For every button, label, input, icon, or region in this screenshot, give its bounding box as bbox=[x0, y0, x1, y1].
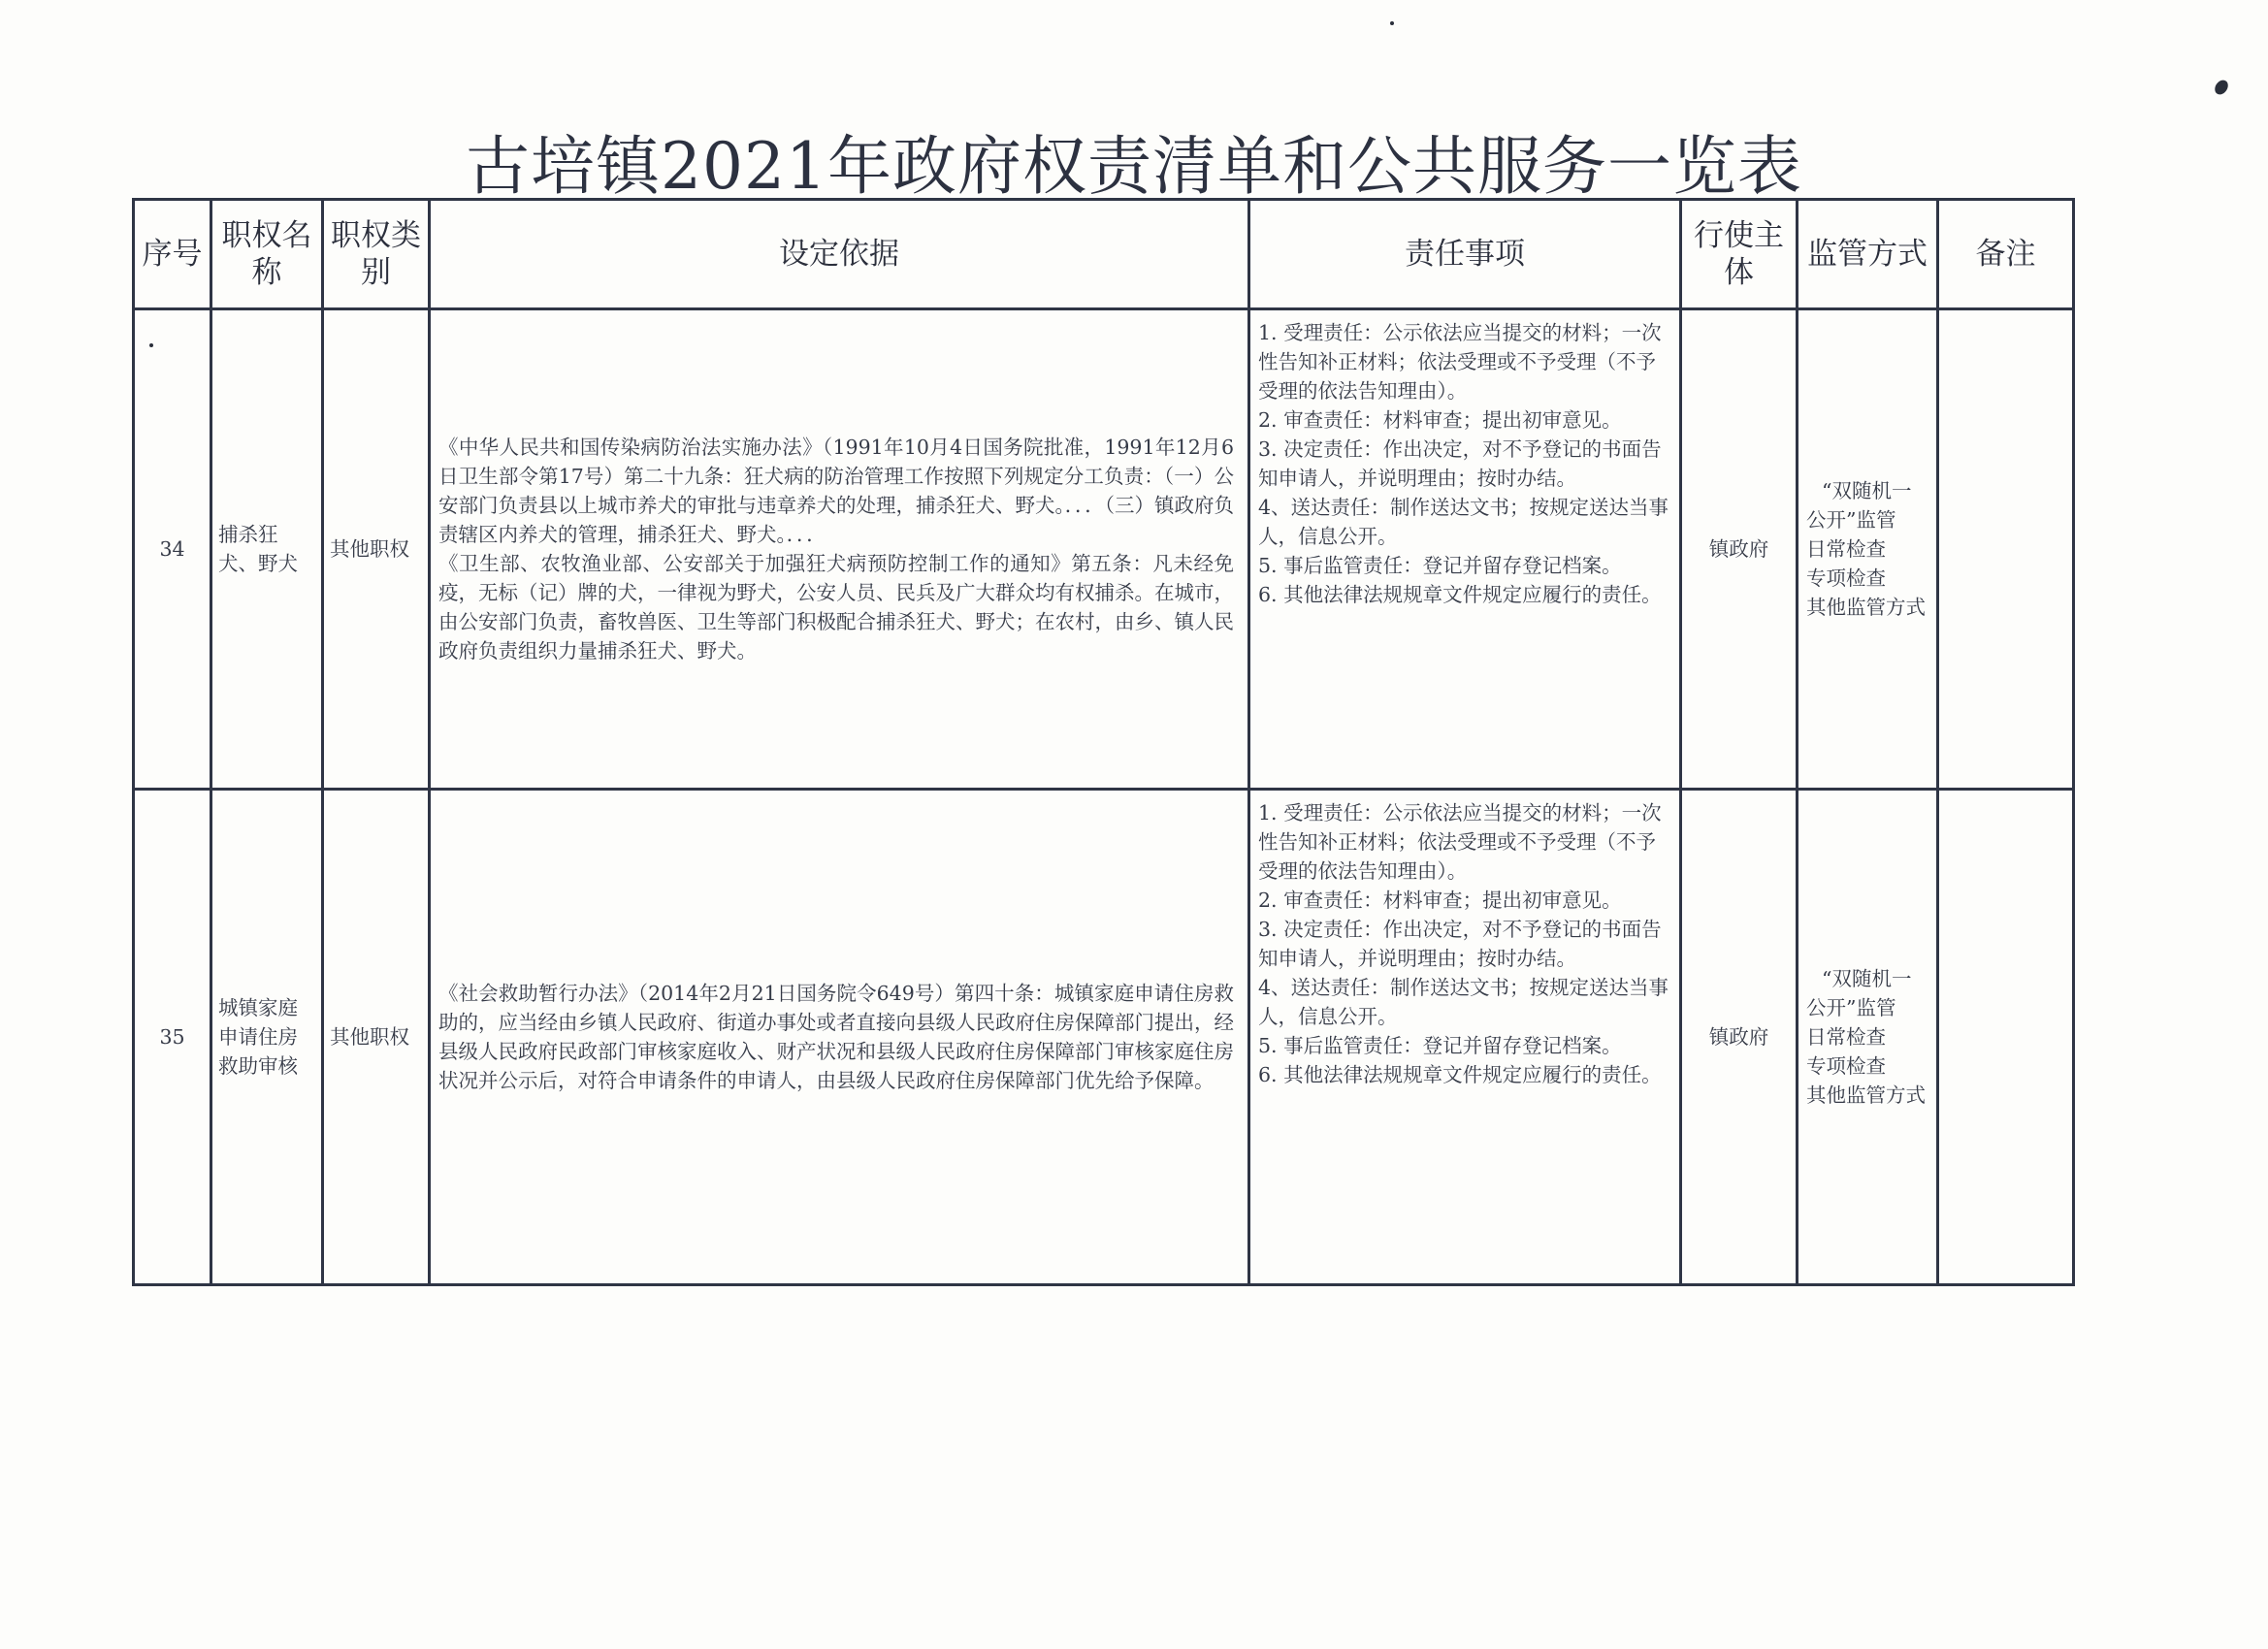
scan-speck bbox=[149, 343, 153, 347]
row-basis bbox=[430, 309, 1249, 790]
row-name: 城镇家庭申请住房救助审核 bbox=[211, 790, 323, 1285]
row-subject: 镇政府 bbox=[1681, 309, 1798, 790]
supervision-item: 日常检查 bbox=[1806, 537, 1886, 561]
header-row bbox=[134, 200, 2074, 309]
header-duty: 责任事项 bbox=[1249, 200, 1681, 309]
row-seq: 35 bbox=[134, 790, 211, 1285]
scan-speck bbox=[2212, 78, 2230, 97]
supervision-item: 日常检查 bbox=[1806, 1025, 1886, 1049]
duty-item: 3. 决定责任：作出决定，对不予登记的书面告知申请人，并说明理由；按时办结。 bbox=[1258, 437, 1662, 490]
row-seq: 34 bbox=[134, 309, 211, 790]
duty-item: 1. 受理责任：公示依法应当提交的材料；一次性告知补正材料；依法受理或不予受理（不予受理的依法告知理由）。 bbox=[1258, 801, 1662, 883]
scan-speck bbox=[1390, 21, 1394, 25]
duty-item: 2. 审查责任：材料审查；提出初审意见。 bbox=[1258, 408, 1622, 432]
row-basis bbox=[430, 790, 1249, 1285]
duty-item: 4、送达责任：制作送达文书；按规定送达当事人，信息公开。 bbox=[1258, 496, 1669, 548]
row-name: 捕杀狂犬、野犬 bbox=[211, 309, 323, 790]
supervision-item: “双随机一公开”监管 bbox=[1806, 479, 1912, 532]
basis-paragraph: 《中华人民共和国传染病防治法实施办法》（1991年10月4日国务院批准，1991年12月6日卫生部令第17号）第二十九条：狂犬病的防治管理工作按照下列规定分工负责：（一）公安部门负责县以上城市养犬的审批与违章养犬的处理，捕杀狂犬、野犬。．．．（三）镇政府负责辖区内养犬的管理，捕杀狂犬、野犬。．．． bbox=[438, 436, 1234, 546]
row-type: 其他职权 bbox=[323, 790, 430, 1285]
basis-paragraph: 《卫生部、农牧渔业部、公安部关于加强狂犬病预防控制工作的通知》第五条：凡未经免疫，无标（记）牌的犬，一律视为野犬，公安人员、民兵及广大群众均有权捕杀。在城市，由公安部门负责，畜牧兽医、卫生等部门积极配合捕杀狂犬、野犬；在农村，由乡、镇人民政府负责组织力量捕杀狂犬、野犬。 bbox=[438, 552, 1234, 663]
header-seq: 序号 bbox=[134, 200, 211, 309]
row-remark bbox=[1938, 309, 2074, 790]
row-supervision bbox=[1798, 790, 1938, 1285]
supervision-item: 其他监管方式 bbox=[1806, 1083, 1926, 1107]
table-row bbox=[134, 309, 2074, 790]
row-type: 其他职权 bbox=[323, 309, 430, 790]
header-supervision: 监管方式 bbox=[1798, 200, 1938, 309]
supervision-item: 专项检查 bbox=[1806, 566, 1886, 590]
table-row bbox=[134, 790, 2074, 1285]
header-name: 职权名称 bbox=[211, 200, 323, 309]
supervision-item: 专项检查 bbox=[1806, 1054, 1886, 1078]
duty-item: 1. 受理责任：公示依法应当提交的材料；一次性告知补正材料；依法受理或不予受理（不予受理的依法告知理由）。 bbox=[1258, 321, 1662, 403]
duty-item: 3. 决定责任：作出决定，对不予登记的书面告知申请人，并说明理由；按时办结。 bbox=[1258, 918, 1662, 970]
responsibility-table bbox=[132, 198, 2075, 1286]
supervision-item: “双随机一公开”监管 bbox=[1806, 967, 1912, 1019]
duty-item: 5. 事后监管责任：登记并留存登记档案。 bbox=[1258, 554, 1622, 577]
supervision-item: 其他监管方式 bbox=[1806, 596, 1926, 619]
header-type: 职权类别 bbox=[323, 200, 430, 309]
duty-item: 6. 其他法律法规规章文件规定应履行的责任。 bbox=[1258, 583, 1662, 606]
row-remark bbox=[1938, 790, 2074, 1285]
row-subject: 镇政府 bbox=[1681, 790, 1798, 1285]
row-duties bbox=[1249, 790, 1681, 1285]
row-duties bbox=[1249, 309, 1681, 790]
document-title: 古培镇2021年政府权责清单和公共服务一览表 bbox=[466, 129, 1802, 204]
duty-item: 4、送达责任：制作送达文书；按规定送达当事人，信息公开。 bbox=[1258, 976, 1669, 1028]
basis-paragraph: 《社会救助暂行办法》（2014年2月21日国务院令649号）第四十条：城镇家庭申请住房救助的，应当经由乡镇人民政府、街道办事处或者直接向县级人民政府住房保障部门提出，经县级人民政府民政部门审核家庭收入、财产状况和县级人民政府住房保障部门审核家庭住房状况并公示后，对符合申请条件的申请人，由县级人民政府住房保障部门优先给予保障。 bbox=[438, 982, 1234, 1092]
header-subject: 行使主体 bbox=[1681, 200, 1798, 309]
row-supervision bbox=[1798, 309, 1938, 790]
duty-item: 5. 事后监管责任：登记并留存登记档案。 bbox=[1258, 1034, 1622, 1057]
duty-item: 2. 审查责任：材料审查；提出初审意见。 bbox=[1258, 889, 1622, 912]
header-remark: 备注 bbox=[1938, 200, 2074, 309]
duty-item: 6. 其他法律法规规章文件规定应履行的责任。 bbox=[1258, 1063, 1662, 1086]
header-basis: 设定依据 bbox=[430, 200, 1249, 309]
